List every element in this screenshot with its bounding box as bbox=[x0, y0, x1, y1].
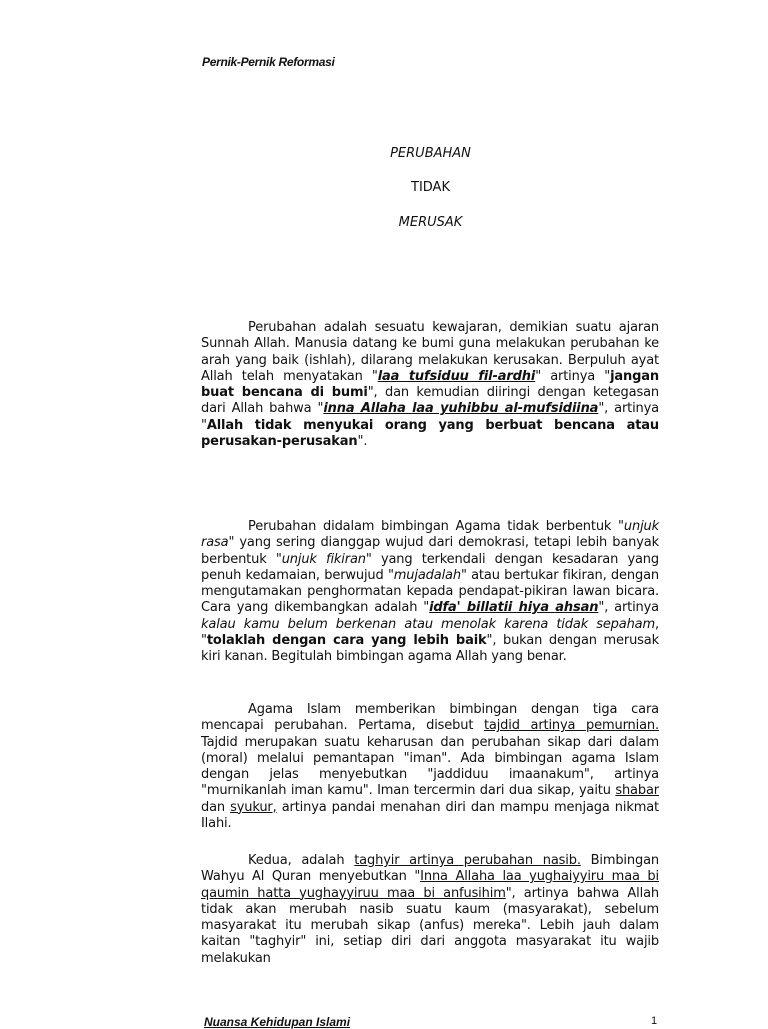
text-run: ", bukan dengan merusak kiri kanan. Begitulah bimbingan agama Allah yang benar. bbox=[201, 633, 659, 665]
text-run: ". bbox=[357, 434, 368, 450]
text-run: Bimbingan Wahyu Al Quran menyebutkan " bbox=[201, 853, 659, 885]
translation-phrase: Allah tidak menyukai orang yang berbuat bencana atau perusakan-perusakan bbox=[201, 417, 659, 450]
arabic-term: idfa' billatii hiya ahsan bbox=[429, 600, 599, 616]
page-number: 1 bbox=[651, 1015, 658, 1027]
title-line-2: TIDAK bbox=[411, 180, 450, 195]
text-run: " artinya " bbox=[535, 368, 611, 384]
text-run: artinya pandai menahan diri dan mampu menjaga nikmat Ilahi. bbox=[201, 799, 659, 832]
text-run: Tajdid merupakan suatu keharusan dan perubahan sikap dari dalam (moral) melalui pemantapan "iman". Ada bimbingan agama Islam dengan jelas menyebutkan "jaddiduu imaanakum", artinya "murnikanlah iman kamu". Iman tercermin dari dua sikap, yaitu bbox=[201, 734, 659, 799]
translation-phrase: jangan buat bencana di bumi bbox=[201, 368, 659, 401]
paragraph-2 bbox=[201, 519, 659, 666]
text-run: , " bbox=[201, 616, 659, 649]
arabic-term: Inna Allaha laa yughaiyyiru maa bi qaumin hatta yughayyiruu maa bi anfusihim bbox=[201, 869, 659, 901]
term: tajdid artinya pemurnian. bbox=[483, 718, 659, 734]
text-run: Perubahan didalam bimbingan Agama tidak berbentuk " bbox=[248, 519, 624, 534]
text-run: " yang terkendali dengan kesadaran yang penuh kedamaian, berwujud " bbox=[201, 551, 659, 583]
term: syukur, bbox=[230, 799, 277, 815]
term: taghyir artinya perubahan nasib. bbox=[354, 853, 581, 868]
paragraph-1 bbox=[201, 320, 659, 450]
running-footer: Nuansa Kehidupan Islami bbox=[204, 1015, 351, 1029]
text-run: ", artinya bahwa Allah tidak akan merubah nasib suatu kaum (masyarakat), sebelum masyarakat itu merubah sikap (anfus) mereka". Lebih jauh dalam kaitan "taghyir" ini, setiap diri dari anggota masyarakat itu wajib melakukan bbox=[201, 885, 659, 966]
translation-phrase: kalau kamu belum berkenan atau menolak karena tidak sepaham bbox=[201, 616, 656, 632]
text-run: Agama Islam memberikan bimbingan dengan tiga cara mencapai perubahan. Pertama, disebut bbox=[201, 702, 659, 734]
term: mujadalah bbox=[393, 567, 461, 583]
text-run: ", dan kemudian diiringi dengan ketegasan dari Allah bahwa " bbox=[201, 385, 659, 417]
title-line-1: PERUBAHAN bbox=[390, 146, 471, 161]
arabic-term: laa tufsiduu fil-ardhi bbox=[377, 368, 536, 384]
text-run: Perubahan adalah sesuatu kewajaran, demikian suatu ajaran Sunnah Allah. Manusia datang ke bumi guna melakukan perubahan ke arah yang baik (ishlah), dilarang melakukan kerusakan. Berpuluh ayat Allah telah menyatakan " bbox=[201, 320, 659, 384]
running-header: Pernik-Pernik Reformasi bbox=[202, 55, 335, 69]
paragraph-4 bbox=[201, 853, 659, 967]
text-run: ", artinya " bbox=[201, 401, 659, 433]
paragraph-3 bbox=[201, 702, 659, 832]
title-line-3: MERUSAK bbox=[398, 215, 463, 230]
arabic-term: inna Allaha laa yuhibbu al-mufsidiina bbox=[323, 401, 599, 417]
term: unjuk rasa bbox=[201, 519, 659, 551]
text-run: ", artinya bbox=[598, 600, 660, 616]
term: shabar bbox=[615, 783, 659, 799]
text-run: Kedua, adalah bbox=[248, 853, 355, 868]
text-run: dan bbox=[201, 799, 231, 815]
term: unjuk fikiran bbox=[281, 551, 366, 567]
text-run: " atau bertukar fikiran, dengan mengutamakan penghormatan kepada pendapat-pikiran lawan bicara. Cara yang dikembangkan adalah " bbox=[201, 567, 659, 616]
text-run: " yang sering dianggap wujud dari demokrasi, tetapi lebih banyak berbentuk " bbox=[201, 535, 659, 567]
translation-phrase: tolaklah dengan cara yang lebih baik bbox=[206, 633, 487, 649]
